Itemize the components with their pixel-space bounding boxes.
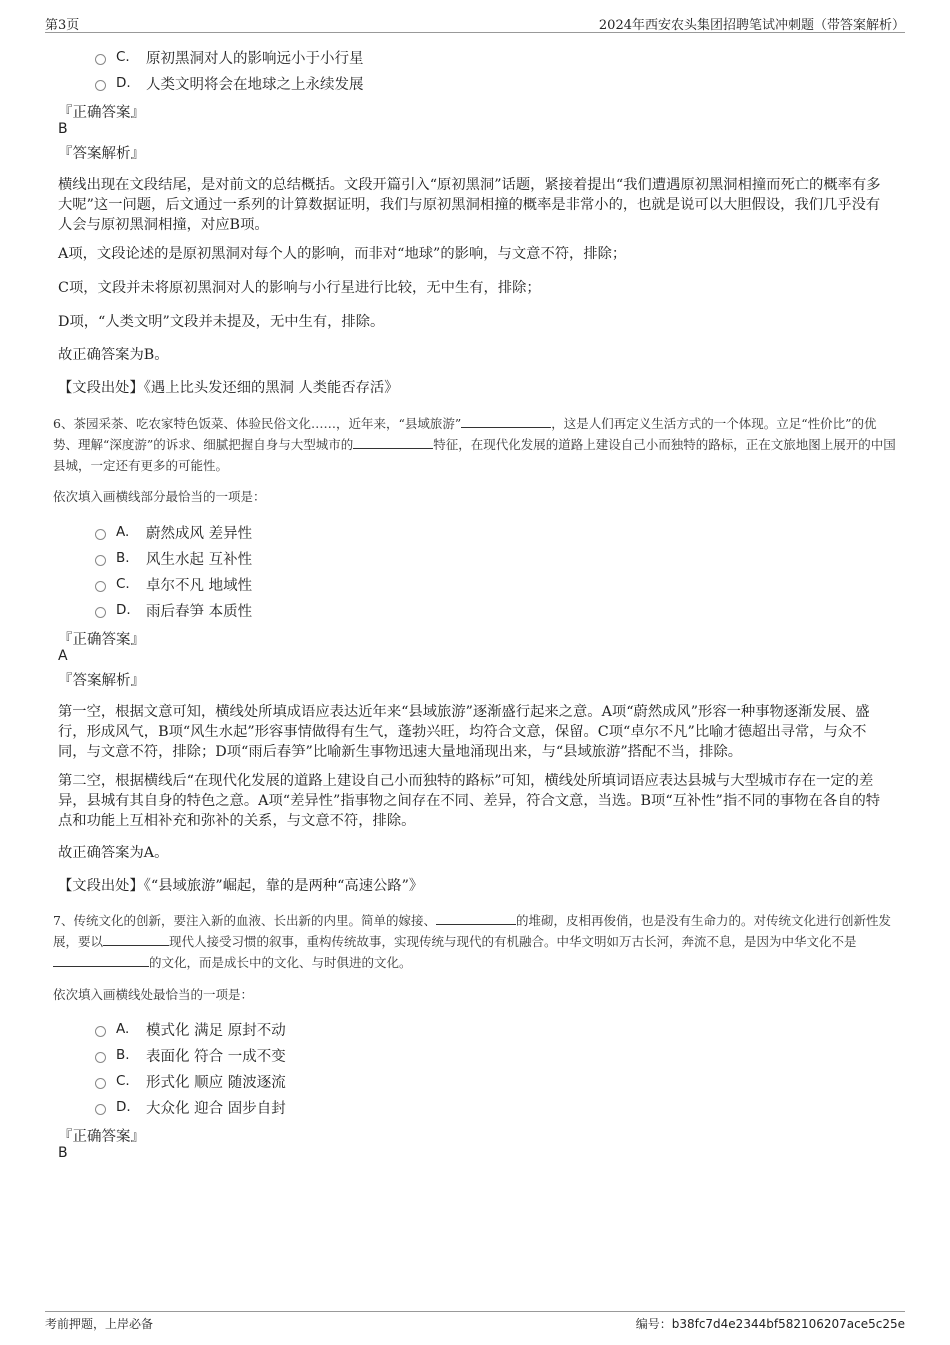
answer-label: 『正确答案』 — [58, 105, 145, 121]
question-7-text: 7、传统文化的创新，要注入新的血液、长出新的内里。简单的嫁接、 的堆砌，皮相再俊俏，也是没有生命力的。对传统文化进行创新性发展，要以 现代人接受习惯的叙事，重构传统故事，实现传统与现代的有机融合。中华文明如万古长河，奔流不息，是因为中华文化不是的文化，而是成长中的文化、与时俱进的文化。 — [53, 910, 898, 973]
question-prompt: 依次填入画横线部分最恰当的一项是： — [53, 489, 266, 504]
radio-icon[interactable] — [95, 581, 106, 592]
blank-line — [436, 910, 516, 925]
q6-option-d[interactable]: D. 雨后春笋 本质性 — [95, 600, 252, 620]
q7-option-c[interactable]: C. 形式化 顺应 随波逐流 — [95, 1071, 286, 1091]
question-prompt: 依次填入画横线处最恰当的一项是： — [53, 987, 254, 1002]
q7-option-d[interactable]: D. 大众化 迎合 固步自封 — [95, 1097, 286, 1117]
page-number: 第3页 — [45, 18, 80, 33]
question-6-text: 6、茶园采茶、吃农家特色饭菜、体验民俗文化……，近年来，“县域旅游” ，这是人们再定义生活方式的一个体现。立足“性价比”的优势、理解“深度游”的诉求、细腻把握自身与大型城市的 特征，在现代化发展的道路上建设自己小而独特的路标，正在文旅地图上展开的中国县城，一定还有更多的可能性。 — [53, 413, 898, 476]
radio-icon[interactable] — [95, 1026, 106, 1037]
blank-line — [461, 413, 551, 428]
document-title: 2024年西安农头集团招聘笔试冲刺题（带答案解析） — [598, 18, 905, 33]
answer-value: B — [58, 121, 68, 137]
analysis-paragraph: 横线出现在文段结尾，是对前文的总结概括。文段开篇引入“原初黑洞”话题，紧接着提出“我们遭遇原初黑洞相撞而死亡的概率有多大呢”这一问题，后文通过一系列的计算数据证明，我们与原初黑洞相撞的概率是非常小的，也就是说可以大胆假设，我们几乎没有人会与原初黑洞相撞，对应B项。 — [58, 177, 881, 233]
analysis-paragraph: 第二空，根据横线后“在现代化发展的道路上建设自己小而独特的路标”可知，横线处所填词语应表达县城与大型城市存在一定的差异，县城有其自身的特色之意。A项“差异性”指事物之间存在不同、差异，符合文意，当选。B项“互补性”指不同的事物在各自的特点和功能上互相补充和弥补的关系，与文意不符，排除。 — [58, 773, 881, 829]
blank-line — [53, 952, 149, 967]
q6-option-c[interactable]: C. 卓尔不凡 地域性 — [95, 574, 252, 594]
footer-slogan: 考前押题，上岸必备 — [45, 1317, 154, 1331]
q6-option-b[interactable]: B. 风生水起 互补性 — [95, 548, 252, 568]
radio-icon[interactable] — [95, 1104, 106, 1115]
analysis-paragraph: D项，“人类文明”文段并未提及，无中生有，排除。 — [58, 314, 385, 330]
page-header — [45, 12, 905, 33]
radio-icon[interactable] — [95, 1078, 106, 1089]
q7-option-a[interactable]: A. 模式化 满足 原封不动 — [95, 1019, 286, 1039]
blank-line — [353, 434, 433, 449]
analysis-conclusion: 故正确答案为A。 — [58, 845, 169, 861]
blank-line — [103, 931, 169, 946]
q5-option-d[interactable]: D. 人类文明将会在地球之上永续发展 — [95, 73, 364, 93]
page-footer — [45, 1311, 905, 1331]
answer-value: B — [58, 1145, 68, 1161]
analysis-paragraph: 第一空，根据文意可知，横线处所填成语应表达近年来“县域旅游”逐渐盛行起来之意。A项“蔚然成风”形容一种事物逐渐发展、盛行，形成风气，B项“风生水起”形容事情做得有生气，蓬勃兴旺，均符合文意，保留。C项“卓尔不凡”比喻才德超出寻常，与众不同，与文意不符，排除；D项“雨后春笋”比喻新生事物迅速大量地涌现出来，与“县域旅游”搭配不当，排除。 — [58, 704, 870, 760]
answer-label: 『正确答案』 — [58, 632, 145, 648]
q5-option-c[interactable]: C. 原初黑洞对人的影响远小于小行星 — [95, 47, 364, 67]
radio-icon[interactable] — [95, 607, 106, 618]
q7-option-b[interactable]: B. 表面化 符合 一成不变 — [95, 1045, 286, 1065]
answer-label: 『正确答案』 — [58, 1129, 145, 1145]
radio-icon[interactable] — [95, 54, 106, 65]
q6-option-a[interactable]: A. 蔚然成风 差异性 — [95, 522, 252, 542]
analysis-conclusion: 故正确答案为B。 — [58, 347, 169, 363]
source-citation: 【文段出处】《遇上比头发还细的黑洞 人类能否存活》 — [58, 380, 399, 396]
analysis-label: 『答案解析』 — [58, 146, 145, 162]
radio-icon[interactable] — [95, 529, 106, 540]
analysis-label: 『答案解析』 — [58, 673, 145, 689]
document-code: 编号：b38fc7d4e2344bf582106207ace5c25e — [635, 1317, 905, 1331]
analysis-paragraph: C项，文段并未将原初黑洞对人的影响与小行星进行比较，无中生有，排除； — [58, 280, 541, 296]
radio-icon[interactable] — [95, 1052, 106, 1063]
radio-icon[interactable] — [95, 555, 106, 566]
analysis-paragraph: A项，文段论述的是原初黑洞对每个人的影响，而非对“地球”的影响，与文意不符，排除； — [58, 246, 627, 262]
answer-value: A — [58, 648, 68, 664]
radio-icon[interactable] — [95, 80, 106, 91]
source-citation: 【文段出处】《“县域旅游”崛起，靠的是两种“高速公路”》 — [58, 878, 424, 894]
